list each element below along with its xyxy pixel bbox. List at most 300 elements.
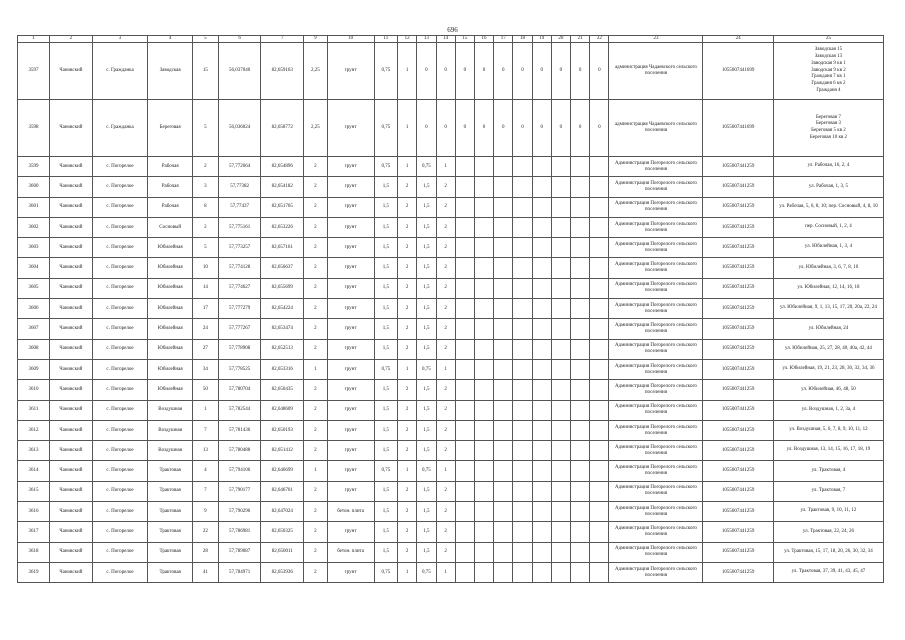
cell-f bbox=[474, 359, 493, 379]
cell-j bbox=[551, 278, 570, 298]
cell-d: 0 bbox=[436, 100, 455, 157]
table-row bbox=[18, 217, 884, 237]
cell-i bbox=[532, 299, 551, 319]
cell-a: 1,5 bbox=[374, 299, 397, 319]
cell-admin: Администрация Погорелого сельского поселения bbox=[609, 217, 703, 237]
cell-settlement: с. Погорелое bbox=[92, 542, 148, 562]
cell-lon: 82,647024 bbox=[261, 502, 304, 522]
cell-j bbox=[551, 420, 570, 440]
cell-area: 2 bbox=[304, 319, 327, 339]
cell-no: 3614 bbox=[18, 461, 50, 481]
cell-f bbox=[474, 502, 493, 522]
col-header: 7 bbox=[261, 36, 304, 43]
cell-surface: грунт bbox=[327, 157, 374, 177]
address-line: ул. Юбилейная, 3, 6, 7, 8, 10 bbox=[798, 264, 859, 270]
cell-b: 2 bbox=[398, 400, 417, 420]
cell-h bbox=[513, 441, 532, 461]
cell-ogrn: 1055007441699 bbox=[703, 43, 773, 100]
cell-ogrn: 1055007441259 bbox=[703, 562, 773, 582]
cell-district: Чановский bbox=[50, 562, 93, 582]
cell-f bbox=[474, 420, 493, 440]
table-row bbox=[18, 238, 884, 258]
table-row bbox=[18, 43, 884, 100]
cell-l bbox=[590, 359, 609, 379]
cell-lon: 82,653474 bbox=[261, 319, 304, 339]
col-header: 24 bbox=[703, 36, 773, 43]
cell-no: 3608 bbox=[18, 339, 50, 359]
cell-h bbox=[513, 380, 532, 400]
cell-d: 2 bbox=[436, 278, 455, 298]
cell-lon: 82,651412 bbox=[261, 441, 304, 461]
cell-street: Воздушная bbox=[148, 400, 193, 420]
cell-house: 4 bbox=[193, 461, 219, 481]
cell-c: 1,5 bbox=[417, 502, 436, 522]
cell-j bbox=[551, 217, 570, 237]
table-row bbox=[18, 542, 884, 562]
cell-l bbox=[590, 380, 609, 400]
cell-district: Чановский bbox=[50, 380, 93, 400]
cell-ogrn: 1055007441259 bbox=[703, 441, 773, 461]
cell-h bbox=[513, 542, 532, 562]
cell-b: 2 bbox=[398, 481, 417, 501]
cell-area: 2 bbox=[304, 400, 327, 420]
cell-g bbox=[494, 400, 513, 420]
cell-d: 2 bbox=[436, 542, 455, 562]
cell-addresses bbox=[773, 319, 883, 339]
cell-area: 1 bbox=[304, 359, 327, 379]
address-line: Заводская 9 кв 1 bbox=[811, 60, 846, 66]
cell-h bbox=[513, 238, 532, 258]
cell-a: 0,75 bbox=[374, 359, 397, 379]
cell-i bbox=[532, 177, 551, 197]
cell-no: 3616 bbox=[18, 502, 50, 522]
cell-i bbox=[532, 278, 551, 298]
cell-street: Трактовая bbox=[148, 522, 193, 542]
cell-e bbox=[455, 238, 474, 258]
cell-i: 0 bbox=[532, 43, 551, 100]
table-row bbox=[18, 299, 884, 319]
cell-lon: 82,646701 bbox=[261, 481, 304, 501]
cell-k bbox=[571, 380, 590, 400]
cell-no: 3609 bbox=[18, 359, 50, 379]
cell-surface: грунт bbox=[327, 278, 374, 298]
col-header: 13 bbox=[417, 36, 436, 43]
cell-e bbox=[455, 258, 474, 278]
cell-g bbox=[494, 380, 513, 400]
cell-settlement: с. Погорелое bbox=[92, 157, 148, 177]
cell-admin: Администрация Погорелого сельского поселения bbox=[609, 319, 703, 339]
cell-area: 2 bbox=[304, 157, 327, 177]
cell-d: 0 bbox=[436, 43, 455, 100]
cell-ogrn: 1055007441259 bbox=[703, 359, 773, 379]
cell-g bbox=[494, 420, 513, 440]
cell-a: 1,5 bbox=[374, 217, 397, 237]
cell-district: Чановский bbox=[50, 481, 93, 501]
cell-lon: 82,656637 bbox=[261, 258, 304, 278]
cell-admin: администрация Чадаевского сельского поселения bbox=[609, 100, 703, 157]
cell-b: 1 bbox=[398, 562, 417, 582]
cell-lon: 82,650435 bbox=[261, 380, 304, 400]
cell-g bbox=[494, 238, 513, 258]
cell-f bbox=[474, 481, 493, 501]
cell-f bbox=[474, 441, 493, 461]
cell-a: 1,5 bbox=[374, 400, 397, 420]
cell-l bbox=[590, 562, 609, 582]
cell-c: 1,5 bbox=[417, 420, 436, 440]
cell-f bbox=[474, 542, 493, 562]
cell-street: Рабочая bbox=[148, 197, 193, 217]
cell-d: 2 bbox=[436, 177, 455, 197]
cell-e bbox=[455, 177, 474, 197]
cell-surface: грунт bbox=[327, 258, 374, 278]
cell-settlement: с. Погорелое bbox=[92, 217, 148, 237]
cell-lat: 57,774627 bbox=[218, 278, 261, 298]
cell-admin: Администрация Погорелого сельского поселения bbox=[609, 258, 703, 278]
cell-no: 3613 bbox=[18, 441, 50, 461]
col-header: 15 bbox=[455, 36, 474, 43]
cell-lon: 82,657161 bbox=[261, 238, 304, 258]
cell-b: 2 bbox=[398, 542, 417, 562]
cell-surface: грунт bbox=[327, 177, 374, 197]
col-header: 4 bbox=[148, 36, 193, 43]
cell-ogrn: 1055007441259 bbox=[703, 238, 773, 258]
cell-addresses bbox=[773, 359, 883, 379]
cell-e bbox=[455, 420, 474, 440]
cell-district: Чановский bbox=[50, 177, 93, 197]
cell-k bbox=[571, 522, 590, 542]
cell-a: 1,5 bbox=[374, 502, 397, 522]
cell-h bbox=[513, 420, 532, 440]
cell-f bbox=[474, 339, 493, 359]
cell-lat: 56,037040 bbox=[218, 43, 261, 100]
cell-lon: 82,651765 bbox=[261, 197, 304, 217]
cell-area: 2,25 bbox=[304, 43, 327, 100]
cell-f bbox=[474, 238, 493, 258]
cell-e bbox=[455, 299, 474, 319]
cell-lat: 57,777267 bbox=[218, 319, 261, 339]
cell-house: 5 bbox=[193, 238, 219, 258]
cell-ogrn: 1055007441259 bbox=[703, 299, 773, 319]
cell-lat: 57,774128 bbox=[218, 258, 261, 278]
cell-j bbox=[551, 197, 570, 217]
cell-lon: 82,654182 bbox=[261, 177, 304, 197]
cell-street: Трактовая bbox=[148, 542, 193, 562]
cell-no: 3604 bbox=[18, 258, 50, 278]
cell-e bbox=[455, 339, 474, 359]
cell-a: 1,5 bbox=[374, 542, 397, 562]
cell-e bbox=[455, 461, 474, 481]
cell-district: Чановский bbox=[50, 258, 93, 278]
cell-e bbox=[455, 380, 474, 400]
cell-admin: Администрация Погорелого сельского поселения bbox=[609, 359, 703, 379]
cell-street: Трактовая bbox=[148, 562, 193, 582]
address-line: ул. Юбилейная, 12, 14, 16, 18 bbox=[797, 285, 860, 291]
address-line: Береговая 5 кв 2 bbox=[811, 128, 846, 133]
address-line: ул. Трактовая, 9, 10, 11, 12 bbox=[800, 508, 857, 514]
cell-j: 0 bbox=[551, 43, 570, 100]
cell-admin: Администрация Погорелого сельского поселения bbox=[609, 400, 703, 420]
cell-e: 0 bbox=[455, 100, 474, 157]
cell-c: 1,5 bbox=[417, 522, 436, 542]
cell-ogrn: 1055007441259 bbox=[703, 502, 773, 522]
cell-ogrn: 1055007441259 bbox=[703, 461, 773, 481]
cell-house: 34 bbox=[193, 359, 219, 379]
cell-g bbox=[494, 481, 513, 501]
cell-g bbox=[494, 157, 513, 177]
address-line: ул. Юбилейная, 19, 21, 23, 28, 30, 32, 34, 36 bbox=[782, 366, 875, 372]
cell-settlement: с. Гражданка bbox=[92, 43, 148, 100]
cell-area: 2 bbox=[304, 278, 327, 298]
cell-g bbox=[494, 562, 513, 582]
cell-addresses bbox=[773, 562, 883, 582]
address-line: Заводская 13 bbox=[814, 54, 843, 60]
cell-area: 2 bbox=[304, 339, 327, 359]
cell-k bbox=[571, 197, 590, 217]
cell-street: Сосновый bbox=[148, 217, 193, 237]
address-line: ул. Юбилейная, 46, 48, 50 bbox=[801, 386, 856, 392]
cell-g bbox=[494, 278, 513, 298]
cell-surface: грунт bbox=[327, 319, 374, 339]
cell-lon: 82,658772 bbox=[261, 100, 304, 157]
cell-k bbox=[571, 258, 590, 278]
cell-house: 9 bbox=[193, 502, 219, 522]
cell-house: 7 bbox=[193, 420, 219, 440]
cell-b: 1 bbox=[398, 359, 417, 379]
cell-surface: грунт bbox=[327, 100, 374, 157]
cell-f bbox=[474, 319, 493, 339]
cell-e bbox=[455, 522, 474, 542]
cell-addresses bbox=[773, 542, 883, 562]
cell-street: Юбилейная bbox=[148, 380, 193, 400]
cell-j bbox=[551, 157, 570, 177]
cell-b: 2 bbox=[398, 502, 417, 522]
cell-ogrn: 1055007441259 bbox=[703, 177, 773, 197]
cell-surface: грунт bbox=[327, 481, 374, 501]
cell-j bbox=[551, 380, 570, 400]
table-row bbox=[18, 157, 884, 177]
cell-settlement: с. Погорелое bbox=[92, 258, 148, 278]
cell-lat: 57,781436 bbox=[218, 420, 261, 440]
cell-g bbox=[494, 339, 513, 359]
cell-addresses bbox=[773, 278, 883, 298]
cell-area: 2 bbox=[304, 420, 327, 440]
cell-c: 1,5 bbox=[417, 258, 436, 278]
cell-settlement: с. Погорелое bbox=[92, 502, 148, 522]
table-row bbox=[18, 319, 884, 339]
cell-h bbox=[513, 157, 532, 177]
cell-f bbox=[474, 461, 493, 481]
cell-l bbox=[590, 339, 609, 359]
cell-house: 15 bbox=[193, 43, 219, 100]
cell-settlement: с. Погорелое bbox=[92, 278, 148, 298]
cell-house: 8 bbox=[193, 197, 219, 217]
cell-lat: 57,77382 bbox=[218, 177, 261, 197]
cell-d: 2 bbox=[436, 502, 455, 522]
cell-surface: грунт bbox=[327, 441, 374, 461]
cell-district: Чановский bbox=[50, 420, 93, 440]
cell-settlement: с. Погорелое bbox=[92, 197, 148, 217]
cell-j bbox=[551, 542, 570, 562]
cell-d: 2 bbox=[436, 441, 455, 461]
cell-admin: Администрация Погорелого сельского поселения bbox=[609, 380, 703, 400]
cell-i: 0 bbox=[532, 100, 551, 157]
cell-lat: 57,778908 bbox=[218, 339, 261, 359]
cell-e bbox=[455, 157, 474, 177]
cell-addresses bbox=[773, 157, 883, 177]
cell-no: 3619 bbox=[18, 562, 50, 582]
cell-f bbox=[474, 258, 493, 278]
table-body bbox=[18, 43, 884, 583]
col-header: 19 bbox=[532, 36, 551, 43]
cell-no: 3617 bbox=[18, 522, 50, 542]
cell-e bbox=[455, 359, 474, 379]
cell-no: 3610 bbox=[18, 380, 50, 400]
cell-b: 2 bbox=[398, 299, 417, 319]
cell-j bbox=[551, 502, 570, 522]
cell-ogrn: 1055007441259 bbox=[703, 258, 773, 278]
cell-e bbox=[455, 542, 474, 562]
cell-k bbox=[571, 400, 590, 420]
cell-settlement: с. Погорелое bbox=[92, 481, 148, 501]
cell-f bbox=[474, 562, 493, 582]
col-header: 11 bbox=[374, 36, 397, 43]
cell-addresses bbox=[773, 400, 883, 420]
cell-settlement: с. Погорелое bbox=[92, 400, 148, 420]
cell-surface: бетон. плита bbox=[327, 502, 374, 522]
cell-area: 1 bbox=[304, 461, 327, 481]
col-header: 2 bbox=[50, 36, 93, 43]
cell-l bbox=[590, 157, 609, 177]
cell-g bbox=[494, 197, 513, 217]
cell-admin: Администрация Погорелого сельского поселения bbox=[609, 157, 703, 177]
cell-c: 1,5 bbox=[417, 481, 436, 501]
table-row bbox=[18, 177, 884, 197]
table-row bbox=[18, 380, 884, 400]
cell-lon: 82,659163 bbox=[261, 43, 304, 100]
cell-area: 2 bbox=[304, 562, 327, 582]
cell-house: 27 bbox=[193, 339, 219, 359]
cell-b: 2 bbox=[398, 197, 417, 217]
cell-g bbox=[494, 177, 513, 197]
cell-district: Чановский bbox=[50, 217, 93, 237]
cell-surface: грунт bbox=[327, 522, 374, 542]
cell-addresses bbox=[773, 380, 883, 400]
cell-addresses bbox=[773, 43, 883, 100]
cell-no: 3600 bbox=[18, 177, 50, 197]
address-line: ул. Юбилейная, 25, 27, 28, 40, 40а, 42, 44 bbox=[784, 345, 872, 351]
cell-a: 1,5 bbox=[374, 481, 397, 501]
cell-street: Воздушная bbox=[148, 441, 193, 461]
cell-house: 13 bbox=[193, 441, 219, 461]
cell-c: 1,5 bbox=[417, 319, 436, 339]
cell-l bbox=[590, 217, 609, 237]
cell-i bbox=[532, 197, 551, 217]
cell-g bbox=[494, 299, 513, 319]
cell-admin: Администрация Погорелого сельского поселения bbox=[609, 562, 703, 582]
cell-h: 0 bbox=[513, 100, 532, 157]
cell-h bbox=[513, 481, 532, 501]
cell-street: Юбилейная bbox=[148, 238, 193, 258]
cell-i bbox=[532, 157, 551, 177]
cell-h bbox=[513, 299, 532, 319]
cell-admin: Администрация Погорелого сельского поселения bbox=[609, 238, 703, 258]
cell-c: 0,75 bbox=[417, 461, 436, 481]
cell-l bbox=[590, 441, 609, 461]
cell-g: 0 bbox=[494, 100, 513, 157]
cell-area: 2 bbox=[304, 238, 327, 258]
cell-i bbox=[532, 420, 551, 440]
table-row bbox=[18, 420, 884, 440]
cell-addresses bbox=[773, 217, 883, 237]
cell-l bbox=[590, 542, 609, 562]
cell-admin: Администрация Погорелого сельского поселения bbox=[609, 522, 703, 542]
cell-district: Чановский bbox=[50, 400, 93, 420]
cell-admin: Администрация Погорелого сельского поселения bbox=[609, 542, 703, 562]
cell-c: 1,5 bbox=[417, 299, 436, 319]
cell-house: 24 bbox=[193, 319, 219, 339]
cell-no: 3606 bbox=[18, 299, 50, 319]
cell-addresses bbox=[773, 258, 883, 278]
cell-admin: Администрация Погорелого сельского поселения bbox=[609, 339, 703, 359]
cell-f bbox=[474, 522, 493, 542]
address-line: Береговая 10 кв 2 bbox=[809, 134, 847, 140]
cell-addresses bbox=[773, 461, 883, 481]
address-line: ул. Юбилейная, 9, 1, 13, 15, 17, 20, 20а, 22, 24 bbox=[779, 305, 877, 311]
cell-e bbox=[455, 441, 474, 461]
cell-h bbox=[513, 217, 532, 237]
cell-k bbox=[571, 359, 590, 379]
col-header: 6 bbox=[218, 36, 261, 43]
cell-b: 2 bbox=[398, 339, 417, 359]
cell-l bbox=[590, 400, 609, 420]
cell-d: 2 bbox=[436, 400, 455, 420]
cell-b: 2 bbox=[398, 258, 417, 278]
cell-d: 1 bbox=[436, 461, 455, 481]
table-row bbox=[18, 339, 884, 359]
cell-settlement: с. Погорелое bbox=[92, 177, 148, 197]
cell-f: 0 bbox=[474, 100, 493, 157]
cell-l: 0 bbox=[590, 43, 609, 100]
cell-b: 2 bbox=[398, 380, 417, 400]
cell-street: Трактовая bbox=[148, 481, 193, 501]
col-header: 22 bbox=[590, 36, 609, 43]
cell-d: 2 bbox=[436, 481, 455, 501]
col-header: 16 bbox=[474, 36, 493, 43]
cell-ogrn: 1055007441259 bbox=[703, 522, 773, 542]
cell-addresses bbox=[773, 238, 883, 258]
cell-district: Чановский bbox=[50, 359, 93, 379]
cell-c: 1,5 bbox=[417, 177, 436, 197]
cell-house: 2 bbox=[193, 157, 219, 177]
cell-b: 2 bbox=[398, 319, 417, 339]
cell-b: 2 bbox=[398, 420, 417, 440]
cell-lat: 57,778525 bbox=[218, 359, 261, 379]
cell-no: 3611 bbox=[18, 400, 50, 420]
address-line: ул. Рабочая, 16, 2, 4 bbox=[807, 163, 850, 169]
cell-d: 2 bbox=[436, 420, 455, 440]
cell-h bbox=[513, 339, 532, 359]
cell-surface: грунт bbox=[327, 238, 374, 258]
cell-d: 1 bbox=[436, 562, 455, 582]
cell-surface: грунт bbox=[327, 562, 374, 582]
cell-f bbox=[474, 278, 493, 298]
cell-settlement: с. Погорелое bbox=[92, 339, 148, 359]
table-row bbox=[18, 461, 884, 481]
cell-addresses bbox=[773, 481, 883, 501]
cell-a: 1,5 bbox=[374, 177, 397, 197]
cell-lat: 57,794106 bbox=[218, 461, 261, 481]
cell-k bbox=[571, 278, 590, 298]
